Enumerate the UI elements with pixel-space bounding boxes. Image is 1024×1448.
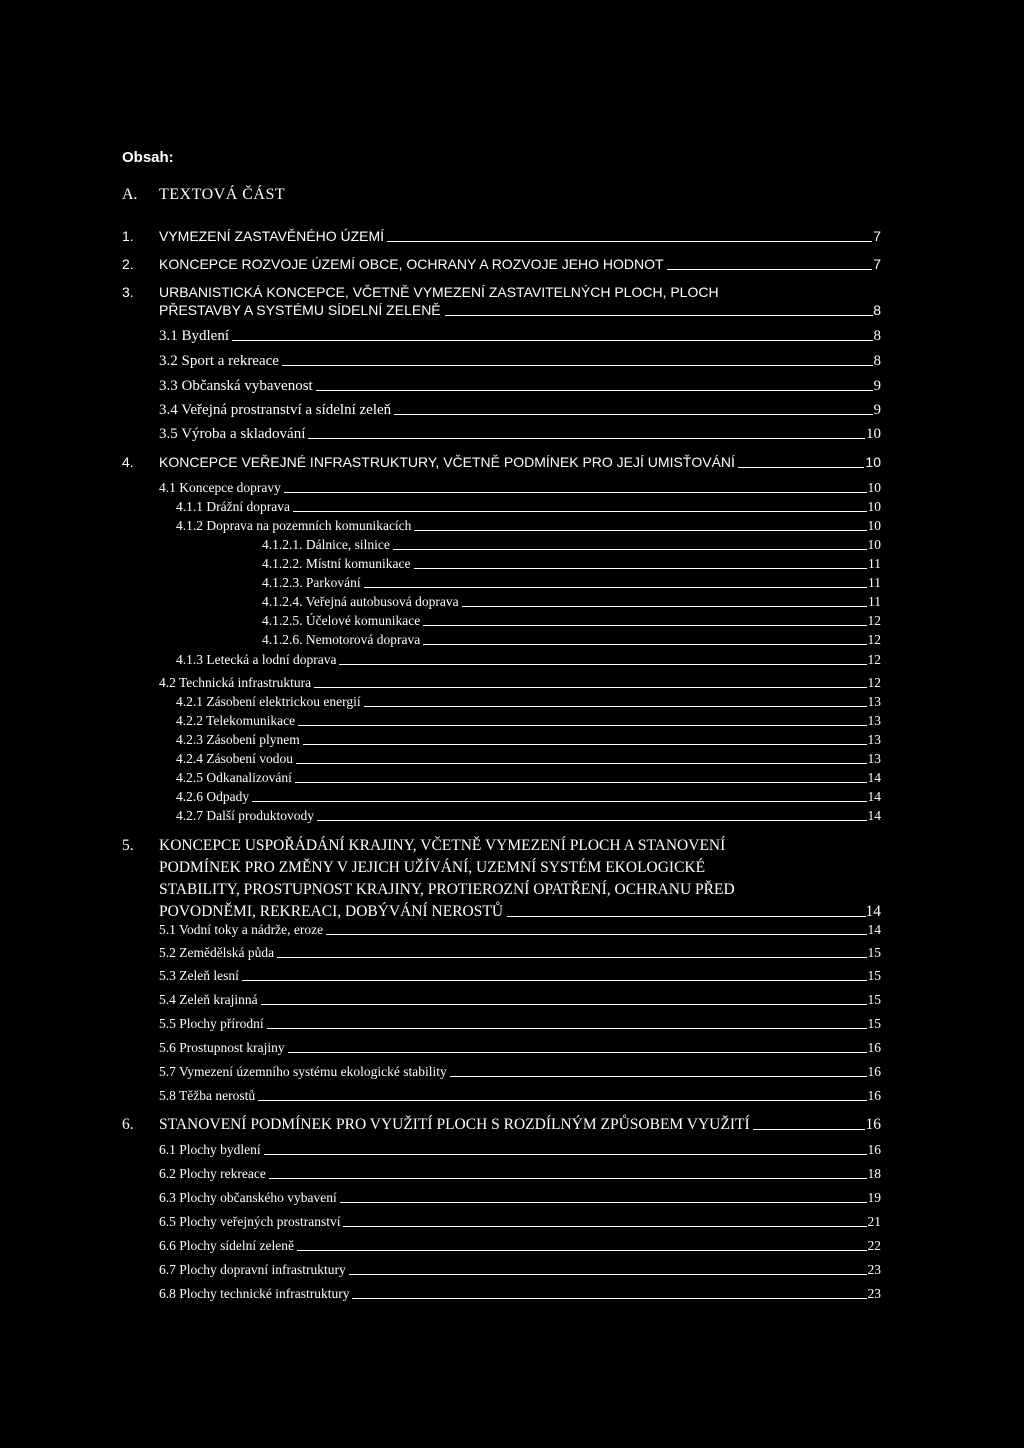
toc-entry-number: 3. <box>122 284 134 300</box>
toc-entry-title: 5.7 Vymezení územního systému ekologické stability <box>159 1064 447 1079</box>
toc-entry-6-1[interactable] <box>159 1143 881 1157</box>
toc-page-number: 7 <box>873 256 881 272</box>
toc-entry-title: 3.2 Sport a rekreace <box>159 353 279 369</box>
toc-page-number: 7 <box>873 228 881 244</box>
toc-entry-number: 4. <box>122 454 134 470</box>
toc-entry-5-1[interactable] <box>159 923 881 937</box>
toc-entry-title: 4.2 Technická infrastruktura <box>159 675 312 690</box>
toc-page-number: 10 <box>867 518 881 533</box>
toc-entry-title-line: POVODNĚMI, REKREACI, DOBÝVÁNÍ NEROSTŮ <box>159 903 504 920</box>
toc-leader-line <box>352 1298 866 1299</box>
toc-entry-4-1-2-6[interactable] <box>262 633 881 647</box>
toc-page-number: 14 <box>867 789 881 804</box>
toc-leader-line <box>340 1202 867 1203</box>
toc-entry-2[interactable] <box>122 256 881 272</box>
toc-entry-title: 4.1 Koncepce dopravy <box>159 480 281 495</box>
toc-page-number: 21 <box>867 1214 881 1229</box>
toc-page-number: 13 <box>867 694 881 709</box>
toc-page-number: 22 <box>867 1238 881 1253</box>
toc-entry-title: 5.1 Vodní toky a nádrže, eroze <box>159 922 324 937</box>
toc-page-number: 14 <box>867 808 881 823</box>
toc-page-number: 14 <box>867 922 881 937</box>
toc-leader-line <box>242 980 867 981</box>
toc-leader-line <box>339 664 866 665</box>
toc-entry-4-1-2-3[interactable] <box>262 576 881 590</box>
toc-entry-3-3[interactable] <box>159 379 881 394</box>
toc-entry-title: 5.5 Plochy přírodní <box>159 1016 264 1031</box>
toc-page-number: 16 <box>865 1116 881 1133</box>
toc-leader-line <box>303 744 867 745</box>
toc-page-number: 12 <box>867 652 881 667</box>
toc-leader-line <box>343 1226 866 1227</box>
toc-entry-title: 5.3 Zeleň lesní <box>159 968 239 983</box>
toc-entry-title: 6.5 Plochy veřejných prostranství <box>159 1214 341 1229</box>
part-title: TEXTOVÁ ČÁST <box>159 186 286 203</box>
toc-leader-line <box>414 530 866 531</box>
toc-page-number: 15 <box>867 968 881 983</box>
toc-entry-4-1-2[interactable] <box>176 519 881 533</box>
toc-leader-line <box>414 568 868 569</box>
toc-page-number: 9 <box>873 402 881 418</box>
toc-leader-line <box>293 511 867 512</box>
toc-entry-title: 6.7 Plochy dopravní infrastruktury <box>159 1262 346 1277</box>
toc-entry-4-2-1[interactable] <box>176 695 881 709</box>
toc-entry-title: 4.2.1 Zásobení elektrickou energií <box>176 694 361 709</box>
toc-entry-title: 3.3 Občanská vybavenost <box>159 378 313 394</box>
toc-entry-title: 5.2 Zemědělská půda <box>159 945 275 960</box>
toc-entry-3[interactable] <box>122 283 881 319</box>
toc-leader-line <box>445 315 874 316</box>
toc-page-number: 8 <box>873 328 881 344</box>
toc-entry-4-1-2-2[interactable] <box>262 557 881 571</box>
toc-entry-title: 4.2.2 Telekomunikace <box>176 713 296 728</box>
toc-entry-4-1-2-4[interactable] <box>262 595 881 609</box>
toc-entry-title: 5.6 Prostupnost krajiny <box>159 1040 285 1055</box>
toc-leader-line <box>258 1100 866 1101</box>
toc-page-number: 14 <box>865 903 881 920</box>
toc-page-number: 11 <box>868 575 881 590</box>
toc-entry-title: 4.1.2.6. Nemotorová doprava <box>262 632 421 647</box>
toc-entry-4-1[interactable] <box>159 481 881 495</box>
toc-entry-4-2[interactable] <box>159 676 881 690</box>
toc-leader-line <box>387 241 872 242</box>
toc-entry-title: VYMEZENÍ ZASTAVĚNÉHO ÚZEMÍ <box>159 228 385 244</box>
toc-page-number: 10 <box>867 537 881 552</box>
toc-entry-5-4[interactable] <box>159 993 881 1007</box>
toc-entry-5[interactable] <box>122 835 881 923</box>
part-letter: A. <box>122 186 138 203</box>
toc-leader-line <box>507 916 865 917</box>
toc-entry-number: 2. <box>122 256 134 272</box>
toc-leader-line <box>393 549 867 550</box>
toc-page-number: 15 <box>867 1016 881 1031</box>
toc-entry-4-2-3[interactable] <box>176 733 881 747</box>
toc-entry-title: 4.1.2 Doprava na pozemních komunikacích <box>176 518 412 533</box>
toc-entry-title-line: URBANISTICKÁ KONCEPCE, VČETNĚ VYMEZENÍ ZASTAVITELNÝCH PLOCH, PLOCH <box>159 284 719 300</box>
toc-entry-title: 6.3 Plochy občanského vybavení <box>159 1190 337 1205</box>
toc-page-number: 16 <box>867 1040 881 1055</box>
toc-leader-line <box>667 269 873 270</box>
toc-entry-6[interactable] <box>122 1116 881 1133</box>
toc-entry-title: 4.1.2.1. Dálnice, silnice <box>262 537 390 552</box>
toc-entry-title: 6.6 Plochy sídelní zeleně <box>159 1238 294 1253</box>
toc-entry-title: STANOVENÍ PODMÍNEK PRO VYUŽITÍ PLOCH S ROZDÍLNÝM ZPŮSOBEM VYUŽITÍ <box>159 1116 750 1133</box>
toc-entry-5-7[interactable] <box>159 1065 881 1079</box>
toc-leader-line <box>364 587 867 588</box>
toc-leader-line <box>269 1178 867 1179</box>
toc-entry-title: 3.4 Veřejná prostranství a sídelní zeleň <box>159 402 392 418</box>
toc-entry-3-4[interactable] <box>159 403 881 418</box>
toc-entry-number: 1. <box>122 228 134 244</box>
toc-leader-line <box>462 606 867 607</box>
toc-entry-5-6[interactable] <box>159 1041 881 1055</box>
toc-page-number: 11 <box>868 556 881 571</box>
toc-entry-6-7[interactable] <box>159 1263 881 1277</box>
toc-entry-title: 5.8 Těžba nerostů <box>159 1088 256 1103</box>
toc-leader-line <box>296 763 867 764</box>
toc-entry-4-2-7[interactable] <box>176 809 881 823</box>
toc-leader-line <box>349 1274 867 1275</box>
toc-entry-title: 4.2.4 Zásobení vodou <box>176 751 293 766</box>
toc-entry-6-6[interactable] <box>159 1239 881 1253</box>
toc-entry-title: 4.1.3 Letecká a lodní doprava <box>176 652 337 667</box>
toc-entry-6-8[interactable] <box>159 1287 881 1301</box>
toc-leader-line <box>282 365 873 366</box>
toc-leader-line <box>277 957 866 958</box>
toc-page-number: 13 <box>867 732 881 747</box>
toc-page-number: 16 <box>867 1064 881 1079</box>
toc-entry-title: 4.1.2.3. Parkování <box>262 575 361 590</box>
toc-entry-4-2-4[interactable] <box>176 752 881 766</box>
toc-page-number: 10 <box>865 454 881 470</box>
toc-page-number: 18 <box>867 1166 881 1181</box>
toc-page-number: 23 <box>867 1286 881 1301</box>
toc-page-number: 19 <box>867 1190 881 1205</box>
toc-entry-title: 6.2 Plochy rekreace <box>159 1166 266 1181</box>
toc-page-number: 13 <box>867 751 881 766</box>
toc-leader-line <box>267 1028 867 1029</box>
toc-page-number: 15 <box>867 992 881 1007</box>
toc-entry-title: 5.4 Zeleň krajinná <box>159 992 258 1007</box>
toc-entry-3-5[interactable] <box>159 427 881 442</box>
toc-entry-title: KONCEPCE VEŘEJNÉ INFRASTRUKTURY, VČETNĚ PODMÍNEK PRO JEJÍ UMISŤOVÁNÍ <box>159 454 735 470</box>
toc-leader-line <box>297 1250 867 1251</box>
toc-entry-5-8[interactable] <box>159 1089 881 1103</box>
toc-entry-4[interactable] <box>122 454 881 470</box>
toc-entry-title: 4.1.2.2. Místní komunikace <box>262 556 411 571</box>
toc-entry-title: 4.2.7 Další produktovody <box>176 808 314 823</box>
toc-page-number: 8 <box>873 302 881 318</box>
toc-page-number: 10 <box>866 426 881 442</box>
toc-leader-line <box>261 1004 867 1005</box>
toc-entry-title: 6.8 Plochy technické infrastruktury <box>159 1286 350 1301</box>
toc-leader-line <box>314 687 866 688</box>
toc-page-number: 8 <box>873 353 881 369</box>
toc-leader-line <box>308 438 865 439</box>
toc-leader-line <box>326 934 866 935</box>
toc-leader-line <box>252 801 866 802</box>
toc-entry-4-1-2-1[interactable] <box>262 538 881 552</box>
toc-entry-title: KONCEPCE ROZVOJE ÚZEMÍ OBCE, OCHRANY A ROZVOJE JEHO HODNOT <box>159 256 664 272</box>
toc-entry-5-3[interactable] <box>159 969 881 983</box>
toc-entry-4-2-6[interactable] <box>176 790 881 804</box>
toc-page-number: 9 <box>873 378 881 394</box>
toc-entry-4-2-5[interactable] <box>176 771 881 785</box>
toc-page-number: 10 <box>867 480 881 495</box>
toc-page-number: 15 <box>867 945 881 960</box>
toc-page-number: 12 <box>867 613 881 628</box>
toc-leader-line <box>284 492 867 493</box>
toc-leader-line <box>264 1154 867 1155</box>
toc-entry-title-line: PŘESTAVBY A SYSTÉMU SÍDELNÍ ZELENĚ <box>159 302 441 318</box>
toc-entry-4-1-1[interactable] <box>176 500 881 514</box>
toc-entry-title: 4.1.2.4. Veřejná autobusová doprava <box>262 594 459 609</box>
toc-leader-line <box>316 390 873 391</box>
toc-page-number: 11 <box>868 594 881 609</box>
toc-entry-title: 3.5 Výroba a skladování <box>159 426 306 442</box>
toc-entry-title: 3.1 Bydlení <box>159 328 229 344</box>
toc-entry-4-1-2-5[interactable] <box>262 614 881 628</box>
toc-entry-6-3[interactable] <box>159 1191 881 1205</box>
toc-entry-number: 6. <box>122 1116 134 1133</box>
toc-leader-line <box>738 467 865 468</box>
toc-entry-6-5[interactable] <box>159 1215 881 1229</box>
toc-leader-line <box>295 782 867 783</box>
toc-entry-title: 4.2.3 Zásobení plynem <box>176 732 300 747</box>
toc-leader-line <box>753 1129 865 1130</box>
toc-leader-line <box>423 625 866 626</box>
toc-leader-line <box>288 1052 867 1053</box>
toc-entry-number: 5. <box>122 837 134 854</box>
toc-entry-5-2[interactable] <box>159 946 881 960</box>
toc-page-number: 10 <box>867 499 881 514</box>
toc-entry-1[interactable] <box>122 228 881 244</box>
toc-entry-4-2-2[interactable] <box>176 714 881 728</box>
toc-page-number: 13 <box>867 713 881 728</box>
toc-entry-title: 4.2.6 Odpady <box>176 789 250 804</box>
toc-leader-line <box>232 340 873 341</box>
toc-entry-title: 4.2.5 Odkanalizování <box>176 770 292 785</box>
toc-page-number: 14 <box>867 770 881 785</box>
toc-leader-line <box>364 706 867 707</box>
toc-leader-line <box>298 725 866 726</box>
toc-leader-line <box>423 644 866 645</box>
toc-entry-title-line: STABILITY, PROSTUPNOST KRAJINY, PROTIEROZNÍ OPATŘENÍ, OCHRANU PŘED <box>159 881 735 898</box>
toc-page-number: 12 <box>867 675 881 690</box>
toc-entry-title: 6.1 Plochy bydlení <box>159 1142 261 1157</box>
contents-heading: Obsah: <box>122 149 174 166</box>
toc-leader-line <box>394 414 872 415</box>
toc-entry-title-line: PODMÍNEK PRO ZMĚNY V JEJICH UŽÍVÁNÍ, UZEMNÍ SYSTÉM EKOLOGICKÉ <box>159 859 706 876</box>
toc-page-number: 16 <box>867 1142 881 1157</box>
toc-entry-4-1-3[interactable] <box>176 653 881 667</box>
toc-page-number: 12 <box>867 632 881 647</box>
toc-entry-title: 4.1.2.5. Účelové komunikace <box>262 613 421 628</box>
toc-leader-line <box>450 1076 867 1077</box>
toc-entry-5-5[interactable] <box>159 1017 881 1031</box>
toc-entry-3-1[interactable] <box>159 329 881 344</box>
toc-entry-6-2[interactable] <box>159 1167 881 1181</box>
toc-entry-title-line: KONCEPCE USPOŘÁDÁNÍ KRAJINY, VČETNĚ VYMEZENÍ PLOCH A STANOVENÍ <box>159 837 726 854</box>
toc-entry-3-2[interactable] <box>159 354 881 369</box>
toc-leader-line <box>317 820 867 821</box>
toc-page-number: 23 <box>867 1262 881 1277</box>
toc-entry-title: 4.1.1 Drážní doprava <box>176 499 290 514</box>
toc-page-number: 16 <box>867 1088 881 1103</box>
